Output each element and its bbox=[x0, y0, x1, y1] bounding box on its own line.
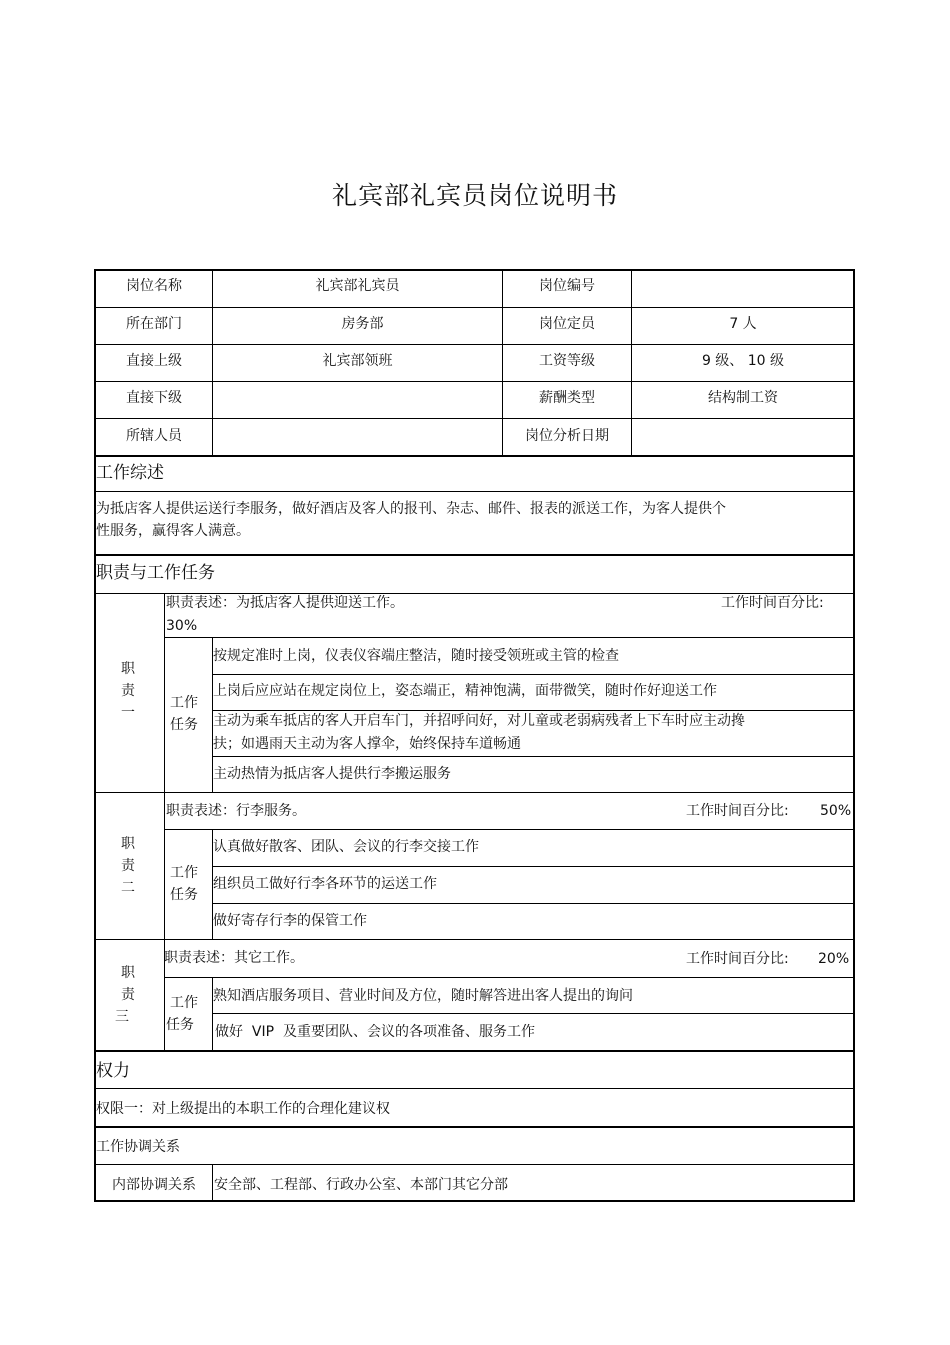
duty-three-label-3: 三 bbox=[115, 1009, 129, 1025]
salary-grade-value: 9 级、 10 级 bbox=[701, 353, 785, 369]
position-name-label: 岗位名称 bbox=[126, 278, 182, 294]
summary-line-2: 性服务，赢得客人满意。 bbox=[96, 523, 250, 539]
duty-one-task-1: 按规定准时上岗，仪表仪容端庄整洁，随时接受领班或主管的检查 bbox=[213, 648, 619, 664]
duty-two-task-1: 认真做好散客、团队、会议的行李交接工作 bbox=[213, 839, 479, 855]
pay-type-label: 薪酬类型 bbox=[539, 390, 595, 406]
pay-type-value: 结构制工资 bbox=[708, 390, 778, 406]
duty-one-label-2: 责 bbox=[121, 683, 135, 699]
subordinate-label: 直接下级 bbox=[126, 390, 182, 406]
duty-one-task-label-2: 任务 bbox=[170, 717, 198, 733]
duty-three-pct: 20% bbox=[818, 951, 850, 967]
duty-three-pct-label: 工作时间百分比: bbox=[686, 951, 789, 967]
duty-one-label-3: 一 bbox=[121, 705, 135, 721]
duty-two-task-3: 做好寄存行李的保管工作 bbox=[213, 913, 367, 929]
summary-heading: 工作综述 bbox=[96, 463, 164, 483]
duty-one-label-1: 职 bbox=[121, 661, 135, 677]
department-label: 所在部门 bbox=[126, 316, 182, 332]
summary-line-1: 为抵店客人提供运送行李服务，做好酒店及客人的报刊、杂志、邮件、报表的派送工作，为客人提供个 bbox=[96, 501, 726, 517]
duty-two-label-3: 二 bbox=[121, 880, 135, 896]
duty-three-label-1: 职 bbox=[121, 965, 135, 981]
duty-three-task-label-1: 工作 bbox=[170, 995, 198, 1011]
coordination-heading: 工作协调关系 bbox=[96, 1139, 180, 1155]
duty-one-pct: 30% bbox=[166, 618, 198, 634]
authority-heading: 权力 bbox=[96, 1061, 130, 1081]
duty-two-desc: 职责表述：行李服务。 bbox=[166, 803, 306, 819]
page-title: 礼宾部礼宾员岗位说明书 bbox=[331, 181, 618, 210]
internal-coordination-label: 内部协调关系 bbox=[112, 1177, 196, 1193]
duty-one-task-3a: 主动为乘车抵店的客人开启车门，并招呼问好，对儿童或老弱病残者上下车时应主动搀 bbox=[213, 713, 745, 729]
staff-label: 所辖人员 bbox=[126, 428, 182, 444]
duty-three-desc: 职责表述：其它工作。 bbox=[164, 950, 304, 966]
duty-two-task-2: 组织员工做好行李各环节的运送工作 bbox=[213, 876, 437, 892]
department-value: 房务部 bbox=[341, 316, 384, 332]
duty-one-task-label-1: 工作 bbox=[170, 695, 198, 711]
duty-one-desc: 职责表述：为抵店客人提供迎送工作。 bbox=[166, 595, 404, 611]
analysis-date-label: 岗位分析日期 bbox=[525, 428, 609, 444]
headcount-label: 岗位定员 bbox=[539, 316, 595, 332]
duty-two-task-label-1: 工作 bbox=[170, 865, 198, 881]
duty-two-pct: 50% bbox=[820, 803, 852, 819]
duty-three-label-2: 责 bbox=[121, 987, 135, 1003]
duty-one-task-3b: 扶；如遇雨天主动为客人撑伞，始终保持车道畅通 bbox=[213, 736, 521, 752]
duty-one-task-4: 主动热情为抵店客人提供行李搬运服务 bbox=[213, 766, 451, 782]
headcount-value: 7 人 bbox=[729, 316, 757, 332]
internal-coordination-value: 安全部、工程部、行政办公室、本部门其它分部 bbox=[214, 1177, 508, 1193]
duty-three-task-2: 做好 VIP 及重要团队、会议的各项准备、服务工作 bbox=[215, 1024, 535, 1040]
duty-two-pct-label: 工作时间百分比: bbox=[686, 803, 789, 819]
authority-item-1: 权限一：对上级提出的本职工作的合理化建议权 bbox=[96, 1101, 390, 1117]
duty-one-task-2: 上岗后应应站在规定岗位上，姿态端正，精神饱满，面带微笑，随时作好迎送工作 bbox=[213, 683, 717, 699]
duty-two-task-label-2: 任务 bbox=[170, 887, 198, 903]
salary-grade-label: 工资等级 bbox=[539, 353, 595, 369]
position-name-value: 礼宾部礼宾员 bbox=[315, 278, 400, 294]
duty-three-task-label-2: 任务 bbox=[166, 1017, 194, 1033]
duty-two-label-2: 责 bbox=[121, 858, 135, 874]
position-code-label: 岗位编号 bbox=[539, 278, 595, 294]
duty-one-pct-label: 工作时间百分比: bbox=[721, 595, 824, 611]
duty-two-label-1: 职 bbox=[121, 836, 135, 852]
duty-three-task-1: 熟知酒店服务项目、营业时间及方位，随时解答进出客人提出的询问 bbox=[213, 988, 633, 1004]
superior-label: 直接上级 bbox=[126, 353, 182, 369]
duties-heading: 职责与工作任务 bbox=[96, 563, 215, 583]
superior-value: 礼宾部领班 bbox=[322, 353, 393, 369]
